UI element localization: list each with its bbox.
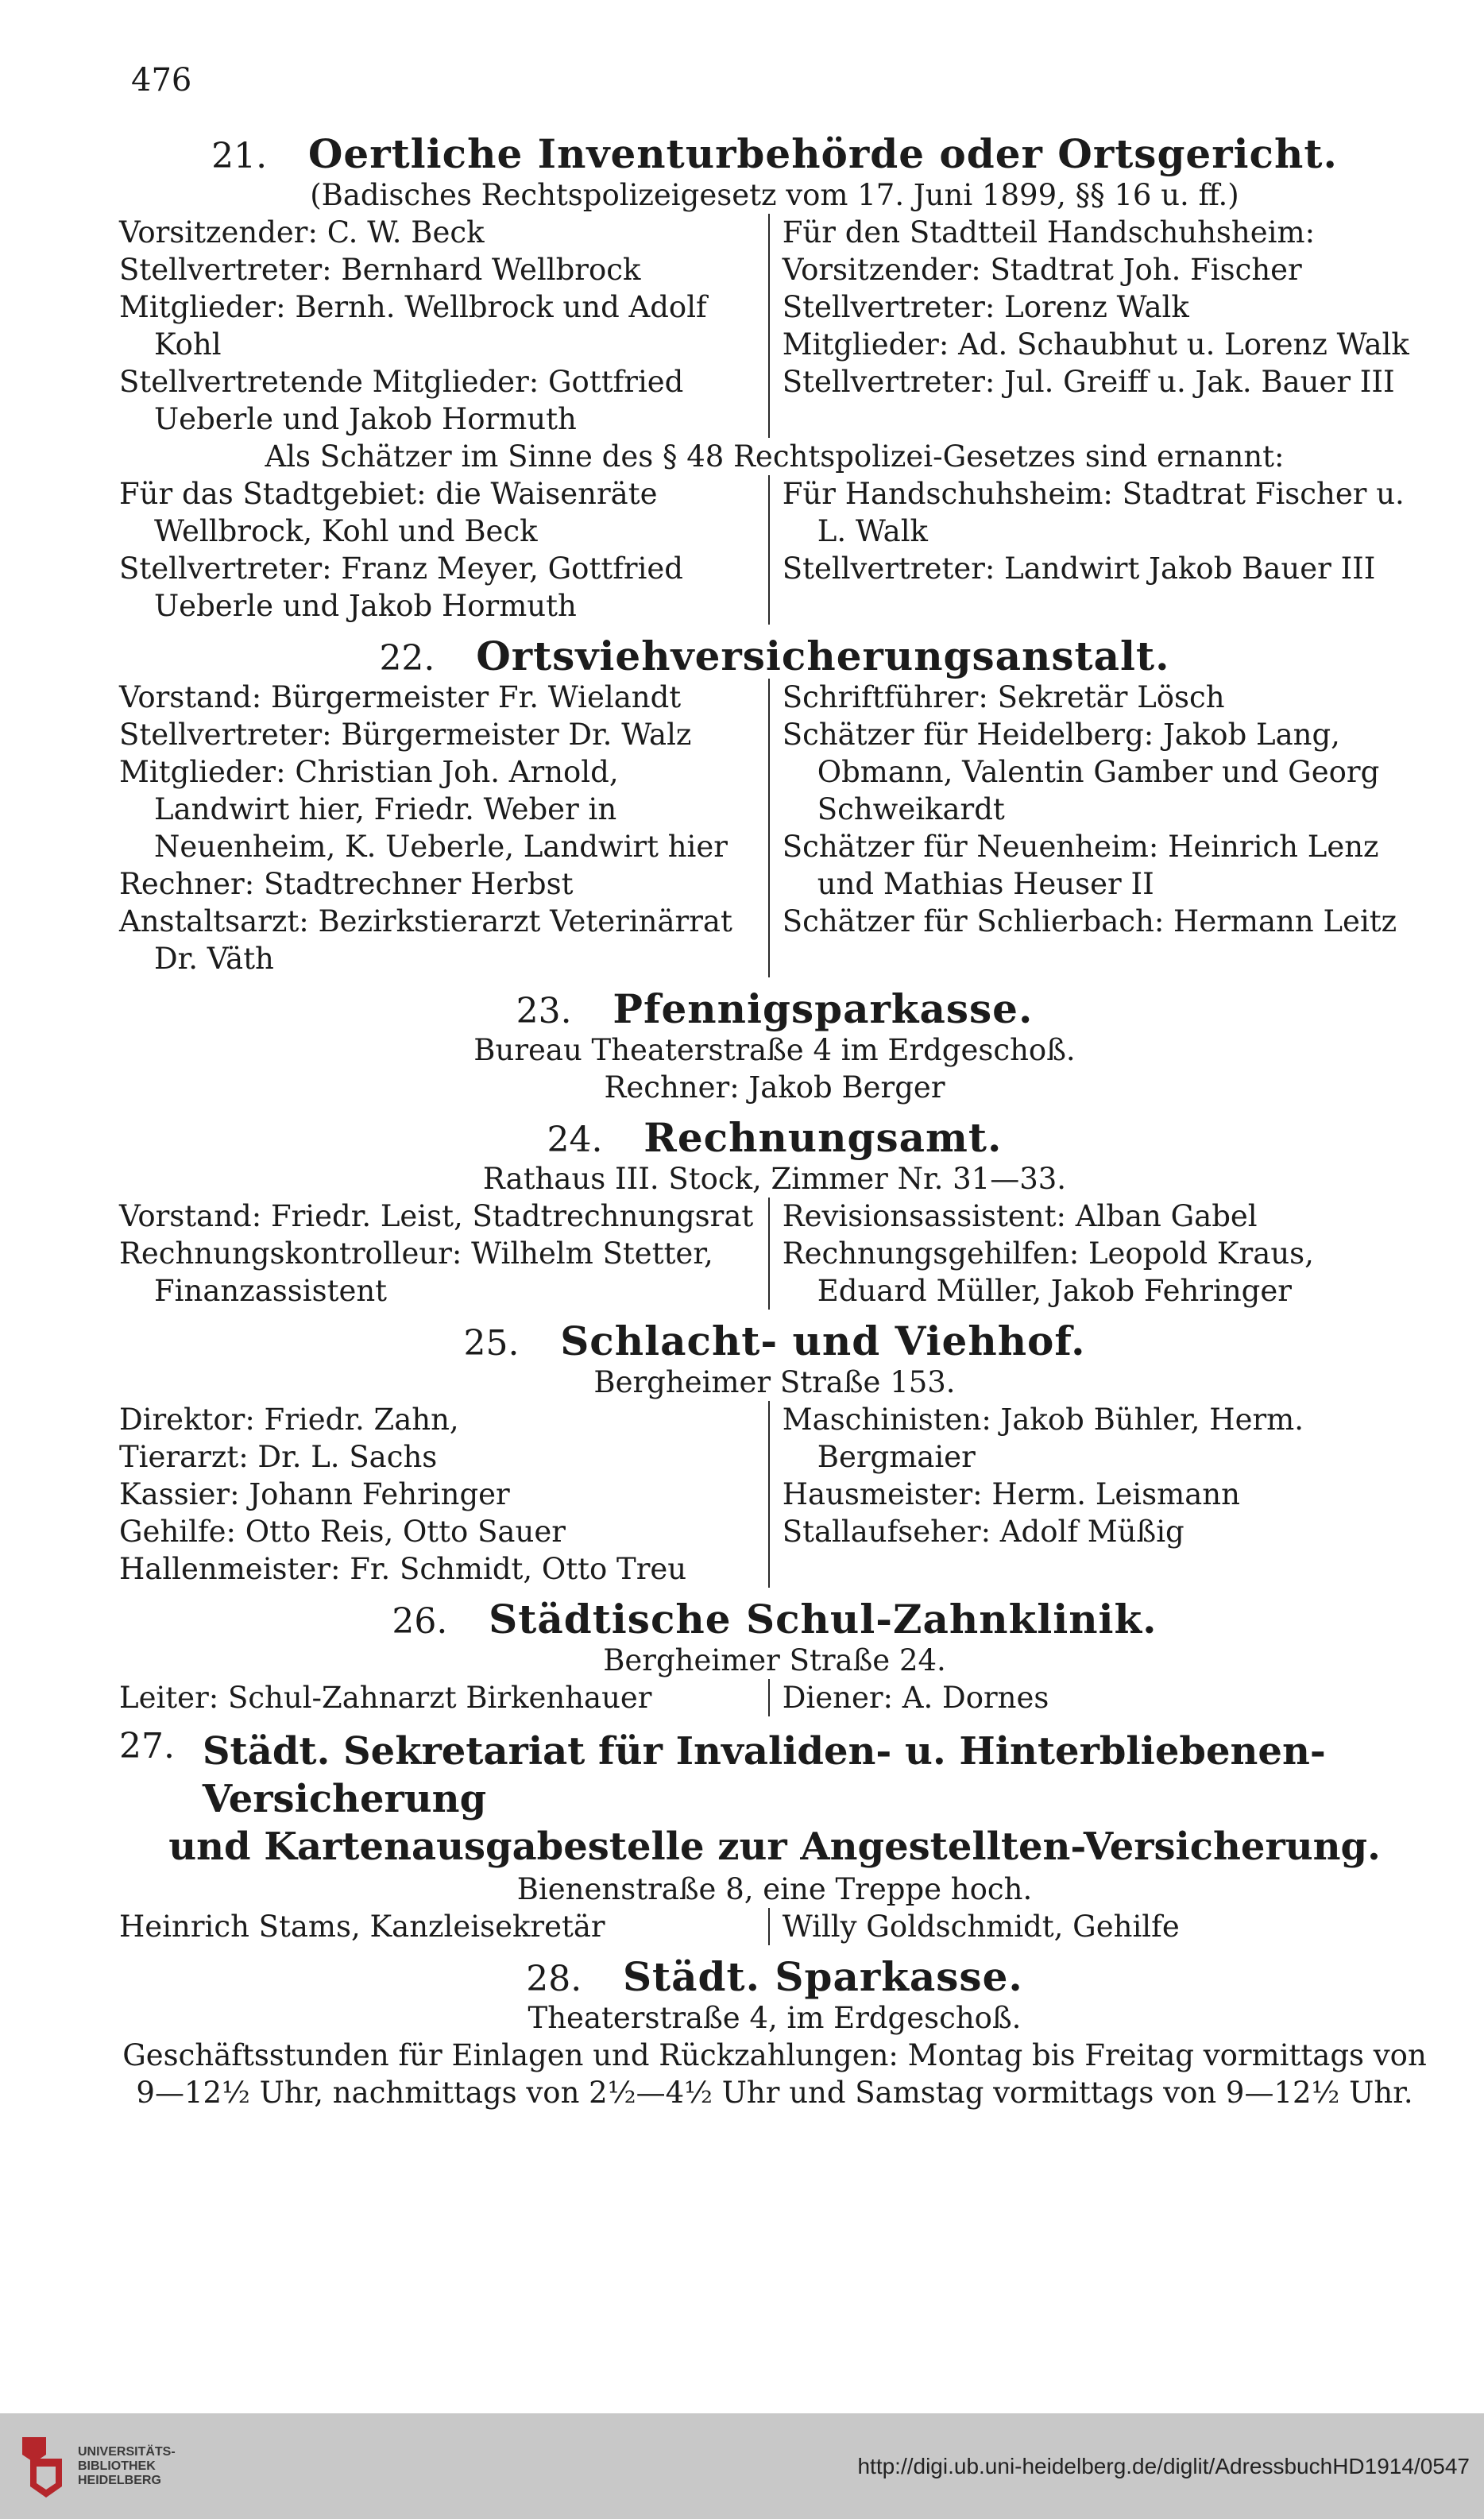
section-number: 21. xyxy=(211,136,268,176)
entry: Gehilfe: Otto Reis, Otto Sauer xyxy=(119,1515,566,1549)
section-23-line: Rechner: Jakob Berger xyxy=(604,1070,945,1105)
section-24-subtitle: Rathaus III. Stock, Zimmer Nr. 31—33. xyxy=(482,1162,1067,1196)
entry: Rechnungsgehilfen: Leopold Kraus, Eduard Müller, Jakob Fehringer xyxy=(782,1236,1314,1308)
entry: Direktor: Friedr. Zahn, xyxy=(119,1403,459,1437)
section-title: Rechnungsamt. xyxy=(643,1114,1003,1161)
entry: Rechner: Stadtrechner Herbst xyxy=(119,867,574,901)
entry: Für Handschuhsheim: Stadtrat Fischer u. L. Walk xyxy=(782,477,1405,548)
logo-line: BIBLIOTHEK xyxy=(78,2459,156,2473)
section-25-heading xyxy=(119,1318,1430,1364)
section-21-schaetzer-columns xyxy=(119,475,1430,625)
entry: Stellvertreter: Bürgermeister Dr. Walz xyxy=(119,718,692,752)
library-name xyxy=(78,2445,176,2488)
entry: Maschinisten: Jakob Bühler, Herm. Bergmaier xyxy=(782,1403,1304,1474)
section-21-columns xyxy=(119,214,1430,438)
section-number: 28. xyxy=(526,1959,582,1999)
entry: Tierarzt: Dr. L. Sachs xyxy=(119,1440,438,1474)
entry: Mitglieder: Christian Joh. Arnold, Landwirt hier, Friedr. Weber in Neuenheim, K. Ueberle, Landwirt hier xyxy=(119,755,728,864)
section-number: 22. xyxy=(379,638,435,679)
entry: Für das Stadtgebiet: die Waisenräte Wellbrock, Kohl und Beck xyxy=(119,477,658,548)
section-22-columns xyxy=(119,679,1430,977)
section-number: 24. xyxy=(547,1120,603,1160)
entry: Schriftführer: Sekretär Lösch xyxy=(782,680,1225,714)
entry: Revisionsassistent: Alban Gabel xyxy=(782,1199,1258,1233)
logo-line: HEIDELBERG xyxy=(78,2473,161,2487)
library-logo[interactable] xyxy=(14,2431,176,2502)
entry: Hausmeister: Herm. Leismann xyxy=(782,1477,1240,1511)
section-26-columns xyxy=(119,1679,1430,1716)
schaetzer-heading: Als Schätzer im Sinne des § 48 Rechtspolizei-Gesetzes sind ernannt: xyxy=(265,439,1285,474)
library-seal-icon xyxy=(14,2431,70,2502)
section-title-line-2: und Kartenausgabestelle zur Angestellten-Versicherung. xyxy=(168,1824,1381,1869)
section-title: Ortsviehversicherungsanstalt. xyxy=(476,633,1170,679)
permalink[interactable]: http://digi.ub.uni-heidelberg.de/diglit/AdressbuchHD1914/0547 xyxy=(857,2453,1470,2478)
section-28-subtitle: Theaterstraße 4, im Erdgeschoß. xyxy=(528,2001,1022,2035)
entry: Leiter: Schul-Zahnarzt Birkenhauer xyxy=(119,1681,652,1715)
logo-line: UNIVERSITÄTS- xyxy=(78,2444,176,2459)
entry: Diener: A. Dornes xyxy=(782,1681,1049,1715)
section-title: Städtische Schul-Zahnklinik. xyxy=(489,1596,1157,1643)
entry: Willy Goldschmidt, Gehilfe xyxy=(782,1910,1180,1944)
section-28-heading xyxy=(119,1953,1430,2000)
section-title-line-1: Städt. Sekretariat für Invaliden- u. Hinterbliebenen-Versicherung xyxy=(202,1729,1326,1821)
section-26-heading xyxy=(119,1596,1430,1643)
section-26-subtitle: Bergheimer Straße 24. xyxy=(603,1643,946,1677)
entry: Mitglieder: Ad. Schaubhut u. Lorenz Walk xyxy=(782,327,1409,362)
section-title: Schlacht- und Viehhof. xyxy=(560,1318,1086,1364)
section-25-subtitle: Bergheimer Straße 153. xyxy=(593,1365,956,1399)
section-number: 26. xyxy=(392,1601,448,1642)
entry: Rechnungskontrolleur: Wilhelm Stetter, Finanzassistent xyxy=(119,1236,713,1308)
viewer-footer xyxy=(0,2413,1484,2519)
column-heading: Für den Stadtteil Handschuhsheim: xyxy=(782,215,1316,250)
page-number: 476 xyxy=(131,62,192,99)
section-27-columns xyxy=(119,1908,1430,1945)
entry: Stellvertreter: Bernhard Wellbrock xyxy=(119,253,641,287)
entry: Heinrich Stams, Kanzleisekretär xyxy=(119,1910,605,1944)
entry: Hallenmeister: Fr. Schmidt, Otto Treu xyxy=(119,1552,687,1586)
section-24-heading xyxy=(119,1114,1430,1161)
section-28-hours: Geschäftsstunden für Einlagen und Rückzahlungen: Montag bis Freitag vormittags von 9—12½ Uhr, nachmittags von 2½—4½ Uhr und Samstag vormittags von 9—12½ Uhr. xyxy=(122,2038,1427,2110)
section-21-heading xyxy=(119,130,1430,177)
entry: Vorstand: Friedr. Leist, Stadtrechnungsrat xyxy=(119,1199,754,1233)
section-21-subtitle: (Badisches Rechtspolizeigesetz vom 17. Juni 1899, §§ 16 u. ff.) xyxy=(310,178,1239,212)
section-22-heading xyxy=(119,633,1430,679)
entry: Stellvertreter: Franz Meyer, Gottfried Ueberle und Jakob Hormuth xyxy=(119,551,683,623)
entry: Stellvertreter: Lorenz Walk xyxy=(782,290,1189,324)
section-number: 27. xyxy=(119,1726,175,1766)
section-title: Oertliche Inventurbehörde oder Ortsgericht. xyxy=(307,130,1338,177)
section-23-line: Bureau Theaterstraße 4 im Erdgeschoß. xyxy=(473,1033,1076,1067)
page-content xyxy=(119,64,1430,2111)
entry: Stallaufseher: Adolf Müßig xyxy=(782,1515,1184,1549)
entry: Stellvertreter: Jul. Greiff u. Jak. Bauer III xyxy=(782,365,1395,399)
section-27-subtitle: Bienenstraße 8, eine Treppe hoch. xyxy=(516,1872,1033,1906)
section-title: Pfennigsparkasse. xyxy=(613,985,1034,1032)
entry: Vorsitzender: Stadtrat Joh. Fischer xyxy=(782,253,1302,287)
entry: Kassier: Johann Fehringer xyxy=(119,1477,510,1511)
section-number: 25. xyxy=(463,1323,520,1364)
section-number: 23. xyxy=(516,991,572,1031)
section-24-columns xyxy=(119,1198,1430,1310)
entry: Anstaltsarzt: Bezirkstierarzt Veterinärrat Dr. Väth xyxy=(119,904,732,976)
section-23-heading xyxy=(119,985,1430,1032)
entry: Schätzer für Schlierbach: Hermann Leitz xyxy=(782,904,1397,938)
entry: Schätzer für Heidelberg: Jakob Lang, Obmann, Valentin Gamber und Georg Schweikardt xyxy=(782,718,1380,826)
section-27-heading xyxy=(119,1728,1430,1871)
section-25-columns xyxy=(119,1401,1430,1588)
entry: Vorsitzender: C. W. Beck xyxy=(119,215,485,250)
entry: Vorstand: Bürgermeister Fr. Wielandt xyxy=(119,680,682,714)
entry: Schätzer für Neuenheim: Heinrich Lenz und Mathias Heuser II xyxy=(782,830,1379,901)
section-title: Städt. Sparkasse. xyxy=(622,1953,1023,2000)
entry: Stellvertretende Mitglieder: Gottfried Ueberle und Jakob Hormuth xyxy=(119,365,684,436)
entry: Stellvertreter: Landwirt Jakob Bauer III xyxy=(782,551,1376,586)
entry: Mitglieder: Bernh. Wellbrock und Adolf Kohl xyxy=(119,290,707,362)
